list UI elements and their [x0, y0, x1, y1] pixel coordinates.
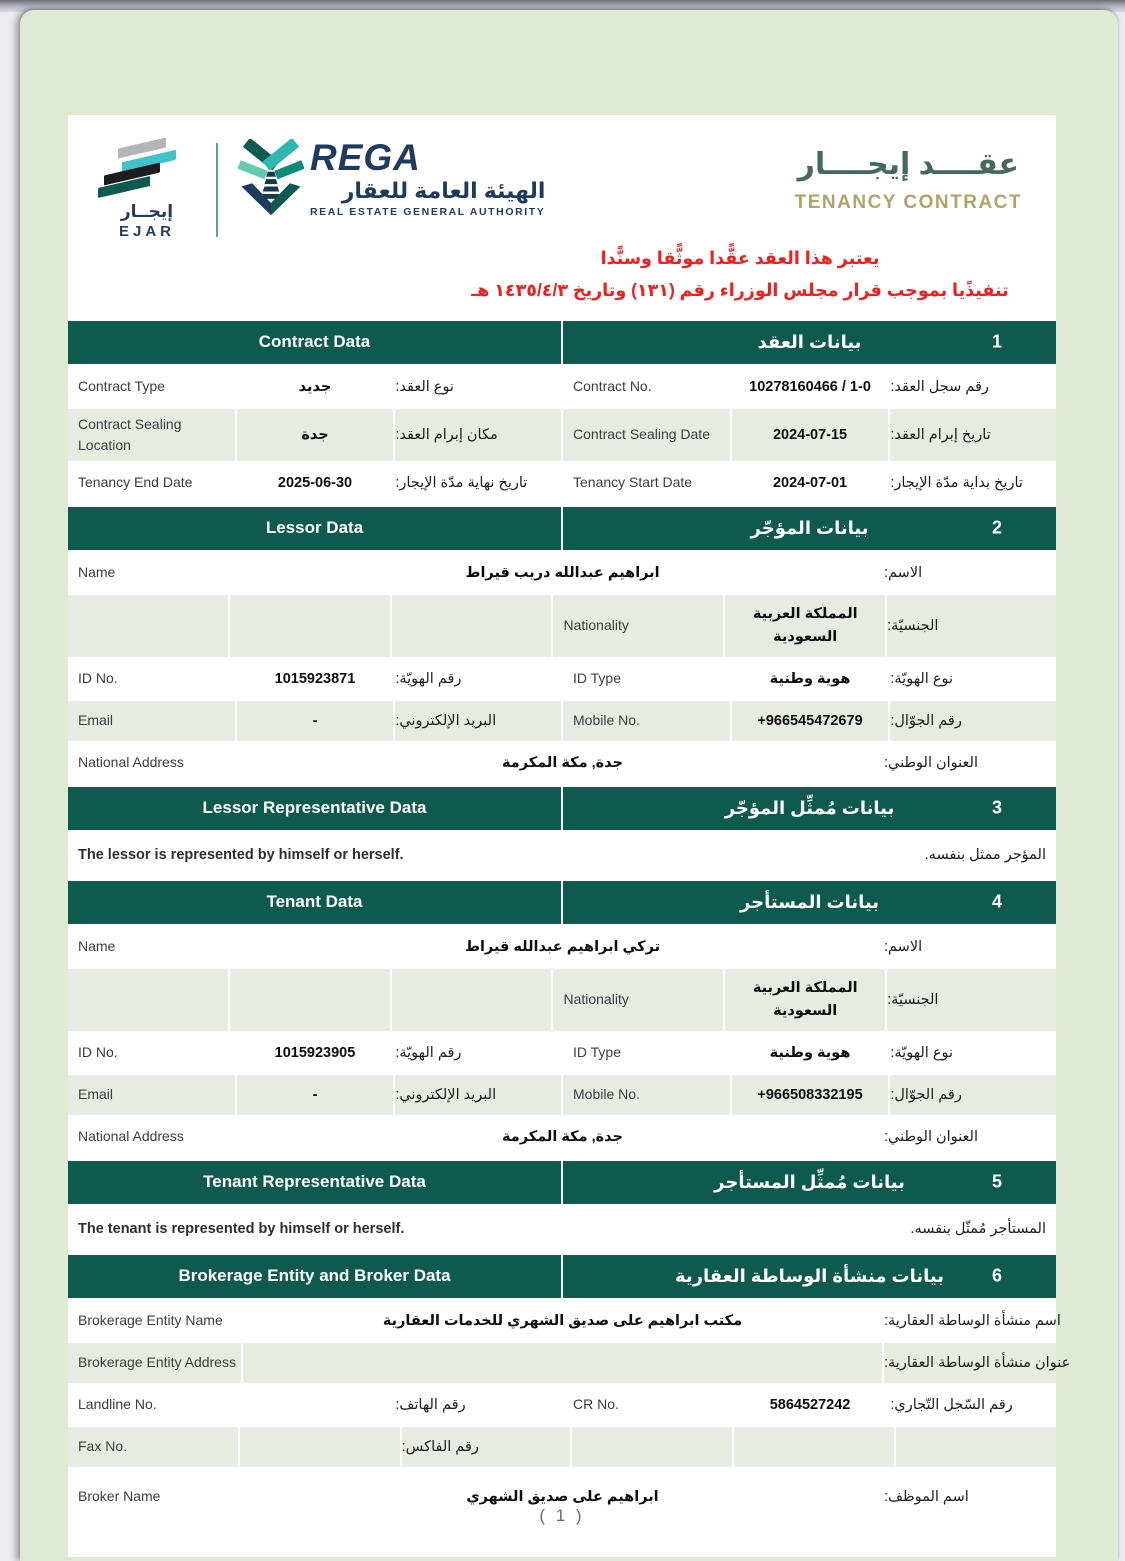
section-title-en: Tenant Data — [68, 881, 561, 924]
contract-document — [68, 115, 1071, 1557]
fax-ar-label: رقم الفاكس: — [402, 1427, 571, 1467]
page-number: ( 1 ) — [539, 1506, 585, 1525]
legal-disclaimer — [430, 242, 1050, 307]
section-number: 1 — [991, 331, 1002, 352]
lessor-representative-note — [68, 833, 1056, 877]
tenant-id-no-ar-label: رقم الهويّة: — [395, 1033, 561, 1073]
sealing-date-ar-label: تاريخ إبرام العقد: — [890, 409, 1056, 461]
tenant-id-type-value: هوية وطنية — [732, 1033, 889, 1073]
lessor-id-type-ar-label: نوع الهويّة: — [890, 659, 1056, 699]
cr-no-ar-label: رقم السّجل التّجاري: — [890, 1385, 1056, 1425]
table-row — [68, 701, 1056, 741]
table-row — [68, 595, 1056, 657]
lessor-name-ar-label: الاسم: — [884, 553, 1056, 593]
contract-type-value: جديد — [237, 367, 394, 407]
table-row — [68, 1117, 1056, 1157]
tenant-national-address-en-label: National Address — [68, 1117, 241, 1157]
tenancy-end-en-label: Tenancy End Date — [68, 463, 235, 503]
document-header — [68, 115, 1056, 240]
lessor-name-en-label: Name — [68, 553, 241, 593]
section-number: 3 — [991, 797, 1002, 818]
section-header-lessor-representative — [68, 787, 1056, 830]
landline-value — [237, 1385, 394, 1425]
table-row — [68, 1301, 1061, 1341]
tenant-email-value: - — [237, 1075, 394, 1115]
tenancy-end-ar-label: تاريخ نهاية مدّة الإيجار: — [395, 463, 561, 503]
rega-logo — [238, 137, 545, 221]
lessor-id-no-value: 1015923871 — [237, 659, 394, 699]
cr-no-value: 5864527242 — [732, 1385, 889, 1425]
contract-no-value: 10278160466 / 1-0 — [732, 367, 889, 407]
rega-name-latin: REGA — [310, 137, 421, 178]
table-row — [68, 367, 1056, 407]
section-number: 6 — [991, 1265, 1002, 1286]
tenancy-start-en-label: Tenancy Start Date — [563, 463, 730, 503]
sealing-location-value: جدة — [237, 409, 394, 461]
ejar-logo-latin: EJAR — [118, 223, 175, 240]
rega-subtitle: REAL ESTATE GENERAL AUTHORITY — [310, 206, 546, 219]
table-row — [68, 463, 1056, 503]
contract-title-arabic: عقــــد إيجــــار — [797, 148, 1020, 181]
tenant-national-address-value: جدة, مكة المكرمة — [243, 1117, 882, 1157]
section-header-tenant-representative — [68, 1161, 1056, 1204]
section-header-contract-data — [68, 321, 1056, 364]
empty-cell — [68, 595, 228, 657]
tenant-nationality-value: المملكة العربية السعودية — [725, 969, 885, 1031]
contract-title-english: TENANCY CONTRACT — [794, 192, 1022, 213]
table-row — [68, 1343, 1071, 1383]
note-en: The lessor is represented by himself or herself. — [78, 846, 404, 863]
contract-no-en-label: Contract No. — [563, 367, 730, 407]
lessor-id-no-ar-label: رقم الهويّة: — [395, 659, 561, 699]
section-title-en: Lessor Representative Data — [68, 787, 561, 830]
tenancy-end-value: 2025-06-30 — [237, 463, 394, 503]
tenant-id-no-en-label: ID No. — [68, 1033, 235, 1073]
table-row — [68, 659, 1056, 699]
contract-type-ar-label: نوع العقد: — [395, 367, 561, 407]
empty-cell — [734, 1427, 894, 1467]
tenant-email-en-label: Email — [68, 1075, 235, 1115]
contract-page — [20, 10, 1118, 1561]
section-number: 5 — [991, 1171, 1002, 1192]
contract-no-ar-label: رقم سجل العقد: — [890, 367, 1056, 407]
contract-tables — [68, 321, 1071, 1525]
table-row — [68, 1075, 1056, 1115]
tenant-nationality-en-label: Nationality — [553, 969, 723, 1031]
tenant-representative-note — [68, 1207, 1056, 1251]
lessor-mobile-ar-label: رقم الجوّال: — [890, 701, 1056, 741]
section-header-brokerage — [68, 1255, 1056, 1298]
landline-ar-label: رقم الهاتف: — [395, 1385, 561, 1425]
lessor-id-no-en-label: ID No. — [68, 659, 235, 699]
tenancy-start-value: 2024-07-01 — [732, 463, 889, 503]
lessor-national-address-ar-label: العنوان الوطني: — [884, 743, 1056, 783]
tenant-id-no-value: 1015923905 — [237, 1033, 394, 1073]
lessor-national-address-en-label: National Address — [68, 743, 241, 783]
lessor-nationality-en-label: Nationality — [553, 595, 723, 657]
brokerage-name-en-label: Brokerage Entity Name — [68, 1301, 241, 1341]
fax-en-label: Fax No. — [68, 1427, 238, 1467]
brokerage-address-ar-label: عنوان منشأة الوساطة العقارية: — [884, 1343, 1056, 1383]
lessor-nationality-value: المملكة العربية السعودية — [725, 595, 885, 657]
landline-en-label: Landline No. — [68, 1385, 235, 1425]
ejar-stripes-icon — [92, 143, 202, 192]
table-row — [68, 1427, 1056, 1467]
broker-name-ar-label: اسم الموظف: — [884, 1469, 1056, 1525]
lessor-id-type-en-label: ID Type — [563, 659, 730, 699]
tenant-name-ar-label: الاسم: — [884, 927, 1056, 967]
section-title-ar: بيانات المؤجّر — [750, 517, 869, 538]
tenant-name-value: تركي ابراهيم عبدالله قيراط — [243, 927, 882, 967]
section-title-en: Contract Data — [68, 321, 561, 364]
section-title-ar: بيانات مُمثِّل المؤجّر — [724, 797, 895, 818]
section-title-ar: بيانات مُمثِّل المستأجر — [714, 1171, 905, 1192]
note-ar: المستأجر مُمثّل بنفسه. — [910, 1220, 1046, 1237]
contract-type-en-label: Contract Type — [68, 367, 235, 407]
section-number: 2 — [991, 517, 1002, 538]
rega-palm-icon — [238, 139, 304, 221]
brokerage-name-ar-label: اسم منشأة الوساطة العقارية: — [884, 1301, 1056, 1341]
lessor-email-value: - — [237, 701, 394, 741]
brokerage-name-value: مكتب ابراهيم على صديق الشهري للخدمات العقارية — [243, 1301, 882, 1341]
brokerage-address-en-label: Brokerage Entity Address — [68, 1343, 241, 1383]
sealing-location-en-label: Contract Sealing Location — [68, 409, 235, 461]
table-row — [68, 1385, 1056, 1425]
broker-name-value: ابراهيم على صديق الشهري — [243, 1469, 882, 1525]
brokerage-address-value — [243, 1343, 882, 1383]
section-title-ar: بيانات منشأة الوساطة العقارية — [674, 1265, 945, 1286]
section-title-en: Lessor Data — [68, 507, 561, 550]
tenant-id-type-en-label: ID Type — [563, 1033, 730, 1073]
empty-cell — [896, 1427, 1056, 1467]
table-row — [68, 409, 1056, 461]
sealing-date-en-label: Contract Sealing Date — [563, 409, 730, 461]
table-row — [68, 1033, 1056, 1073]
empty-cell — [68, 969, 228, 1031]
empty-cell — [230, 595, 390, 657]
sealing-location-ar-label: مكان إبرام العقد: — [395, 409, 561, 461]
empty-cell — [572, 1427, 732, 1467]
lessor-mobile-value: +966545472679 — [732, 701, 889, 741]
table-row — [68, 969, 1056, 1031]
empty-cell — [392, 595, 552, 657]
lessor-nationality-ar-label: الجنسيّة: — [887, 595, 1056, 657]
table-row — [68, 743, 1056, 783]
section-header-lessor-data — [68, 507, 1056, 550]
cr-no-en-label: CR No. — [563, 1385, 730, 1425]
tenant-mobile-en-label: Mobile No. — [563, 1075, 730, 1115]
lessor-name-value: ابراهيم عبدالله دريب قيراط — [243, 553, 882, 593]
section-number: 4 — [991, 891, 1002, 912]
tenant-mobile-ar-label: رقم الجوّال: — [890, 1075, 1056, 1115]
section-title-en: Tenant Representative Data — [68, 1161, 561, 1204]
empty-cell — [392, 969, 552, 1031]
logo-divider — [216, 143, 218, 237]
section-title-ar: بيانات المستأجر — [739, 891, 880, 912]
broker-name-en-label: Broker Name — [68, 1469, 241, 1525]
note-en: The tenant is represented by himself or herself. — [78, 1220, 405, 1237]
tenancy-start-ar-label: تاريخ بداية مدّة الإيجار: — [890, 463, 1056, 503]
section-header-tenant-data — [68, 881, 1056, 924]
table-row — [68, 927, 1056, 967]
lessor-email-ar-label: البريد الإلكتروني: — [395, 701, 561, 741]
tenant-name-en-label: Name — [68, 927, 241, 967]
ejar-logo — [92, 137, 202, 240]
table-row — [68, 553, 1056, 593]
rega-name-arabic: الهيئة العامة للعقار — [341, 178, 546, 203]
fax-value — [240, 1427, 400, 1467]
section-title-en: Brokerage Entity and Broker Data — [68, 1255, 561, 1298]
lessor-mobile-en-label: Mobile No. — [563, 701, 730, 741]
rega-logo-text — [310, 139, 545, 218]
tenant-national-address-ar-label: العنوان الوطني: — [884, 1117, 1056, 1157]
ejar-logo-arabic: إيجــار — [120, 202, 174, 221]
tenant-mobile-value: +966508332195 — [732, 1075, 889, 1115]
lessor-national-address-value: جدة, مكة المكرمة — [243, 743, 882, 783]
tenant-nationality-ar-label: الجنسيّة: — [887, 969, 1056, 1031]
disclaimer-line-2: تنفيذًيا بموجب قرار مجلس الوزراء رقم (١٣١) وتاريخ ١٤٣٥/٤/٣ هـ — [471, 280, 1009, 301]
note-ar: المؤجر ممثل بنفسه. — [924, 846, 1046, 863]
empty-cell — [230, 969, 390, 1031]
contract-title-block — [795, 137, 1046, 214]
disclaimer-line-1: يعتبر هذا العقد عقًّدا موثًّقا وسنًّدا — [600, 248, 880, 268]
tenant-id-type-ar-label: نوع الهويّة: — [890, 1033, 1056, 1073]
lessor-id-type-value: هوية وطنية — [732, 659, 889, 699]
section-title-ar: بيانات العقد — [757, 331, 862, 352]
tenant-email-ar-label: البريد الإلكتروني: — [395, 1075, 561, 1115]
lessor-email-en-label: Email — [68, 701, 235, 741]
sealing-date-value: 2024-07-15 — [732, 409, 889, 461]
